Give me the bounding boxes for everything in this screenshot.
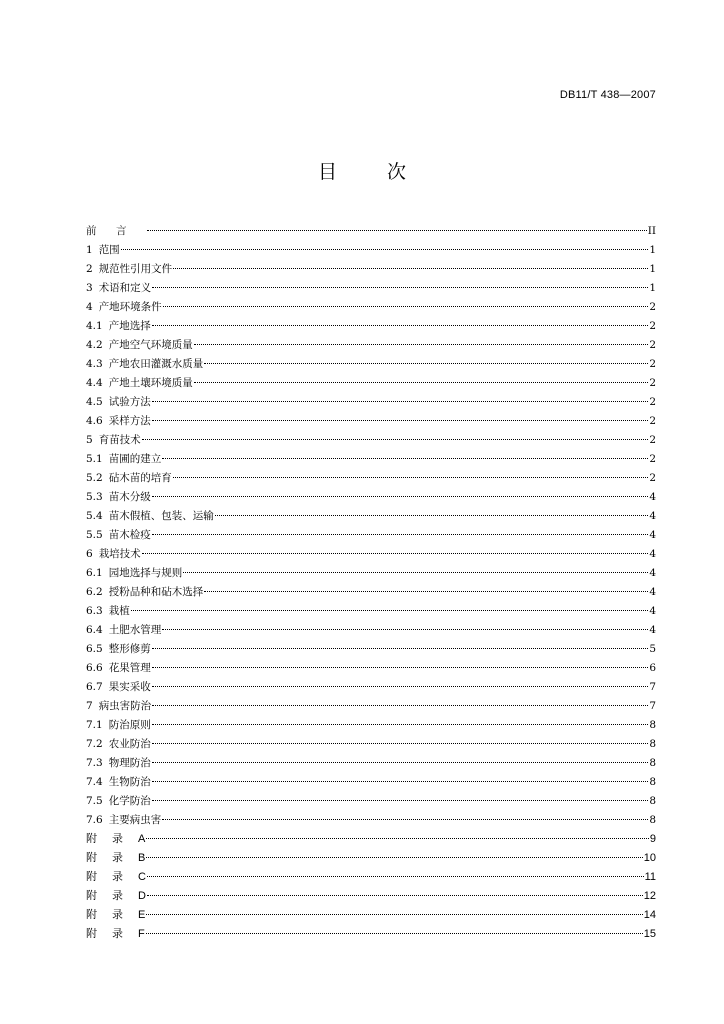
toc-entry-title xyxy=(86,830,145,849)
toc-entry-number: 1 xyxy=(86,244,93,256)
dot-leader xyxy=(204,362,648,364)
dot-leader xyxy=(152,666,649,668)
toc-entry[interactable] xyxy=(86,697,656,716)
toc-entry[interactable] xyxy=(86,564,656,583)
toc-page-number: 11 xyxy=(644,871,656,883)
toc-entry-label: 产地环境条件 xyxy=(98,301,162,313)
toc-entry-title xyxy=(86,488,151,507)
toc-entry-char: 附 xyxy=(86,833,97,845)
toc-entry-label: C xyxy=(138,871,146,883)
toc-entry[interactable] xyxy=(86,431,656,450)
dot-leader xyxy=(173,267,648,269)
dot-leader xyxy=(142,438,649,440)
toc-entry[interactable] xyxy=(86,355,656,374)
dot-leader xyxy=(146,856,642,858)
toc-entry[interactable] xyxy=(86,602,656,621)
toc-page-number: 15 xyxy=(643,928,656,940)
dot-leader xyxy=(152,723,649,725)
toc-page-number: 6 xyxy=(649,662,656,674)
toc-entry[interactable] xyxy=(86,450,656,469)
dot-leader xyxy=(152,286,648,288)
toc-entry[interactable] xyxy=(86,887,656,906)
toc-page-number: 1 xyxy=(649,244,656,256)
toc-entry[interactable] xyxy=(86,773,656,792)
toc-entry[interactable] xyxy=(86,526,656,545)
toc-page-number: 4 xyxy=(649,605,656,617)
toc-entry-title xyxy=(86,393,151,412)
toc-entry-title xyxy=(86,469,172,488)
toc-entry-label: E xyxy=(138,909,146,921)
toc-entry-title xyxy=(86,697,151,716)
toc-entry-title xyxy=(86,526,151,545)
toc-entry-number: 5 xyxy=(86,434,93,446)
toc-entry-char: 录 xyxy=(112,890,123,902)
toc-entry-title xyxy=(86,659,151,678)
toc-entry-char: 录 xyxy=(112,909,123,921)
toc-entry-label: 苗木假植、包装、运输 xyxy=(108,510,214,522)
toc-entry-title xyxy=(86,906,145,925)
toc-entry-label: 栽培技术 xyxy=(98,548,141,560)
toc-entry-number: 3 xyxy=(86,282,93,294)
toc-entry-title xyxy=(86,279,151,298)
toc-entry[interactable] xyxy=(86,488,656,507)
toc-entry-number: 4.6 xyxy=(86,415,103,427)
toc-entry[interactable] xyxy=(86,735,656,754)
toc-entry-label: 产地空气环境质量 xyxy=(108,339,193,351)
toc-page-number: 7 xyxy=(649,700,656,712)
toc-entry-char: 录 xyxy=(112,852,123,864)
toc-entry[interactable] xyxy=(86,222,656,241)
toc-entry[interactable] xyxy=(86,792,656,811)
toc-entry[interactable] xyxy=(86,374,656,393)
toc-entry-number: 7.6 xyxy=(86,814,103,826)
toc-entry[interactable] xyxy=(86,621,656,640)
toc-entry-label: 病虫害防治 xyxy=(98,700,152,712)
toc-entry-number: 7.1 xyxy=(86,719,103,731)
toc-entry[interactable] xyxy=(86,811,656,830)
toc-entry-number: 7.5 xyxy=(86,795,103,807)
dot-leader xyxy=(173,476,649,478)
toc-entry-number: 6.7 xyxy=(86,681,103,693)
toc-entry-title xyxy=(86,811,161,830)
toc-page-number: 2 xyxy=(649,320,656,332)
toc-page-number: 4 xyxy=(649,529,656,541)
dot-leader xyxy=(142,552,649,554)
toc-entry-number: 7 xyxy=(86,700,93,712)
dot-leader xyxy=(152,799,649,801)
toc-entry-label: 果实采收 xyxy=(108,681,151,693)
dot-leader xyxy=(146,932,643,934)
dot-leader xyxy=(194,343,649,345)
toc-entry[interactable] xyxy=(86,412,656,431)
dot-leader xyxy=(146,913,642,915)
toc-entry-char: 录 xyxy=(112,871,123,883)
toc-page-number: 2 xyxy=(649,396,656,408)
toc-entry-number: 7.2 xyxy=(86,738,103,750)
toc-entry-label: 授粉品种和砧木选择 xyxy=(108,586,204,598)
toc-entry[interactable] xyxy=(86,298,656,317)
toc-entry-title xyxy=(86,583,203,602)
dot-leader xyxy=(204,590,648,592)
toc-entry-label: 花果管理 xyxy=(108,662,151,674)
toc-entry-title xyxy=(86,735,151,754)
toc-entry[interactable] xyxy=(86,393,656,412)
toc-page-number: 4 xyxy=(649,491,656,503)
toc-entry-number: 6.5 xyxy=(86,643,103,655)
toc-entry-title xyxy=(86,241,120,260)
toc-page-number: 9 xyxy=(649,833,656,845)
toc-page-number: 4 xyxy=(649,510,656,522)
toc-entry-char: 前 xyxy=(86,225,97,237)
toc-page-number: 4 xyxy=(649,567,656,579)
toc-entry[interactable] xyxy=(86,678,656,697)
toc-entry-label: F xyxy=(138,928,145,940)
toc-page-number: 5 xyxy=(649,643,656,655)
toc-entry[interactable] xyxy=(86,849,656,868)
toc-page-number: 4 xyxy=(649,586,656,598)
toc-entry-number: 4.3 xyxy=(86,358,103,370)
toc-entry[interactable] xyxy=(86,507,656,526)
toc-entry[interactable] xyxy=(86,279,656,298)
toc-entry[interactable] xyxy=(86,336,656,355)
toc-entry-label: 苗圃的建立 xyxy=(108,453,162,465)
toc-entry-char: 录 xyxy=(112,928,123,940)
toc-entry-label: 园地选择与规则 xyxy=(108,567,183,579)
toc-page-number: 10 xyxy=(643,852,656,864)
toc-entry-title xyxy=(86,868,146,887)
dot-leader xyxy=(194,381,649,383)
toc-title: 目 次 xyxy=(317,161,429,183)
toc-entry-char: 附 xyxy=(86,871,97,883)
toc-entry[interactable] xyxy=(86,830,656,849)
toc-entry-title xyxy=(86,621,161,640)
toc-entry-title xyxy=(86,336,193,355)
toc-entry[interactable] xyxy=(86,659,656,678)
toc-entry-char: 附 xyxy=(86,852,97,864)
toc-entry-label: 化学防治 xyxy=(108,795,151,807)
toc-page-number: 8 xyxy=(649,795,656,807)
dot-leader xyxy=(163,305,649,307)
toc-page-number: 8 xyxy=(649,738,656,750)
toc-entry-char: 附 xyxy=(86,890,97,902)
dot-leader xyxy=(152,400,649,402)
toc-entry[interactable] xyxy=(86,925,656,944)
toc-page-number: 14 xyxy=(643,909,656,921)
toc-entry-title xyxy=(86,773,151,792)
toc-entry-title xyxy=(86,716,151,735)
toc-entry-title xyxy=(86,754,151,773)
toc-entry-title xyxy=(86,887,146,906)
toc-page-number: 2 xyxy=(649,453,656,465)
toc-entry-label: 采样方法 xyxy=(108,415,151,427)
toc-entry-label: 砧木苗的培育 xyxy=(108,472,172,484)
toc-entry-number: 6.4 xyxy=(86,624,103,636)
toc-entry-number: 4.4 xyxy=(86,377,103,389)
toc-entry-char: 附 xyxy=(86,909,97,921)
toc-page-number: 2 xyxy=(649,358,656,370)
toc-entry-title xyxy=(86,849,145,868)
toc-entry-title xyxy=(86,317,151,336)
toc-entry-label: D xyxy=(138,890,146,902)
toc-page-number: 1 xyxy=(649,263,656,275)
toc-entry[interactable] xyxy=(86,469,656,488)
toc-entry-number: 5.2 xyxy=(86,472,103,484)
toc-entry-label: 试验方法 xyxy=(108,396,151,408)
toc-page-number: 2 xyxy=(649,434,656,446)
toc-page-number: 12 xyxy=(643,890,656,902)
toc-page-number: 4 xyxy=(649,624,656,636)
toc-entry-title xyxy=(86,260,172,279)
dot-leader xyxy=(152,533,649,535)
toc-entry-char: 附 xyxy=(86,928,97,940)
dot-leader xyxy=(152,419,649,421)
toc-entry-number: 5.1 xyxy=(86,453,103,465)
toc-entry[interactable] xyxy=(86,640,656,659)
toc-entry-label: 范围 xyxy=(98,244,120,256)
toc-entry-number: 6.6 xyxy=(86,662,103,674)
toc-entry-title xyxy=(86,507,214,526)
dot-leader xyxy=(152,704,648,706)
toc-entry-title xyxy=(86,222,146,241)
toc-entry-number: 2 xyxy=(86,263,93,275)
toc-entry-title xyxy=(86,298,162,317)
dot-leader xyxy=(146,837,649,839)
toc-entry-title xyxy=(86,564,182,583)
dot-leader xyxy=(152,647,649,649)
toc-entry[interactable] xyxy=(86,260,656,279)
toc-entry-number: 6.2 xyxy=(86,586,103,598)
toc-entry-label: 产地选择 xyxy=(108,320,151,332)
dot-leader xyxy=(152,495,649,497)
toc-entry-number: 6 xyxy=(86,548,93,560)
toc-entry-number: 6.3 xyxy=(86,605,103,617)
toc-entry-number: 7.3 xyxy=(86,757,103,769)
toc-entry[interactable] xyxy=(86,545,656,564)
table-of-contents xyxy=(86,222,656,944)
toc-entry-label: 产地农田灌溉水质量 xyxy=(108,358,204,370)
toc-entry[interactable] xyxy=(86,754,656,773)
toc-page-number: 8 xyxy=(649,776,656,788)
toc-entry-label: 生物防治 xyxy=(108,776,151,788)
standard-code: DB11/T 438—2007 xyxy=(559,89,656,101)
dot-leader xyxy=(152,780,649,782)
toc-page-number: 4 xyxy=(649,548,656,560)
toc-entry-char: 录 xyxy=(112,833,123,845)
toc-entry-title xyxy=(86,450,161,469)
dot-leader xyxy=(147,875,644,877)
toc-entry-label: 术语和定义 xyxy=(98,282,152,294)
toc-entry-title xyxy=(86,431,141,450)
toc-entry-title xyxy=(86,640,151,659)
toc-entry-number: 4.5 xyxy=(86,396,103,408)
toc-page-number: 8 xyxy=(649,814,656,826)
toc-entry-char: 言 xyxy=(116,225,127,237)
toc-entry[interactable] xyxy=(86,716,656,735)
dot-leader xyxy=(183,571,648,573)
toc-entry-label: 农业防治 xyxy=(108,738,151,750)
dot-leader xyxy=(215,514,649,516)
toc-entry[interactable] xyxy=(86,906,656,925)
dot-leader xyxy=(152,761,649,763)
toc-page-number: 2 xyxy=(649,301,656,313)
toc-entry[interactable] xyxy=(86,868,656,887)
dot-leader xyxy=(147,894,643,896)
dot-leader xyxy=(147,229,647,231)
toc-entry[interactable] xyxy=(86,241,656,260)
toc-entry-title xyxy=(86,412,151,431)
toc-entry-label: 土肥水管理 xyxy=(108,624,162,636)
toc-page-number: 1 xyxy=(649,282,656,294)
toc-page-number: 2 xyxy=(649,472,656,484)
toc-entry-label: A xyxy=(138,833,146,845)
toc-entry-title xyxy=(86,678,151,697)
toc-entry-label: 防治原则 xyxy=(108,719,151,731)
toc-page-number: II xyxy=(647,225,656,237)
toc-entry-label: B xyxy=(138,852,146,864)
toc-page-number: 8 xyxy=(649,757,656,769)
toc-entry-title xyxy=(86,374,193,393)
toc-entry-label: 育苗技术 xyxy=(98,434,141,446)
toc-page-number: 7 xyxy=(649,681,656,693)
toc-entry-title xyxy=(86,545,141,564)
dot-leader xyxy=(152,324,649,326)
toc-entry-number: 4.2 xyxy=(86,339,103,351)
toc-entry-label: 物理防治 xyxy=(108,757,151,769)
toc-entry-title xyxy=(86,792,151,811)
toc-entry-number: 5.5 xyxy=(86,529,103,541)
toc-entry-label: 苗木检疫 xyxy=(108,529,151,541)
toc-page-number: 2 xyxy=(649,415,656,427)
toc-page-number: 2 xyxy=(649,377,656,389)
toc-page-number: 8 xyxy=(649,719,656,731)
toc-entry-title xyxy=(86,925,145,944)
dot-leader xyxy=(152,685,649,687)
toc-entry-number: 7.4 xyxy=(86,776,103,788)
toc-entry-title xyxy=(86,355,203,374)
toc-entry[interactable] xyxy=(86,317,656,336)
toc-entry-number: 6.1 xyxy=(86,567,103,579)
dot-leader xyxy=(152,742,649,744)
dot-leader xyxy=(131,609,649,611)
toc-entry[interactable] xyxy=(86,583,656,602)
toc-entry-label: 栽植 xyxy=(108,605,130,617)
toc-entry-number: 5.4 xyxy=(86,510,103,522)
toc-entry-number: 5.3 xyxy=(86,491,103,503)
toc-entry-label: 苗木分级 xyxy=(108,491,151,503)
toc-entry-label: 产地土壤环境质量 xyxy=(108,377,193,389)
toc-entry-number: 4 xyxy=(86,301,93,313)
toc-entry-title xyxy=(86,602,130,621)
dot-leader xyxy=(162,457,648,459)
dot-leader xyxy=(121,248,649,250)
dot-leader xyxy=(162,818,648,820)
toc-entry-number: 4.1 xyxy=(86,320,103,332)
toc-entry-label: 规范性引用文件 xyxy=(98,263,173,275)
toc-entry-label: 主要病虫害 xyxy=(108,814,162,826)
toc-entry-label: 整形修剪 xyxy=(108,643,151,655)
toc-page-number: 2 xyxy=(649,339,656,351)
dot-leader xyxy=(162,628,648,630)
